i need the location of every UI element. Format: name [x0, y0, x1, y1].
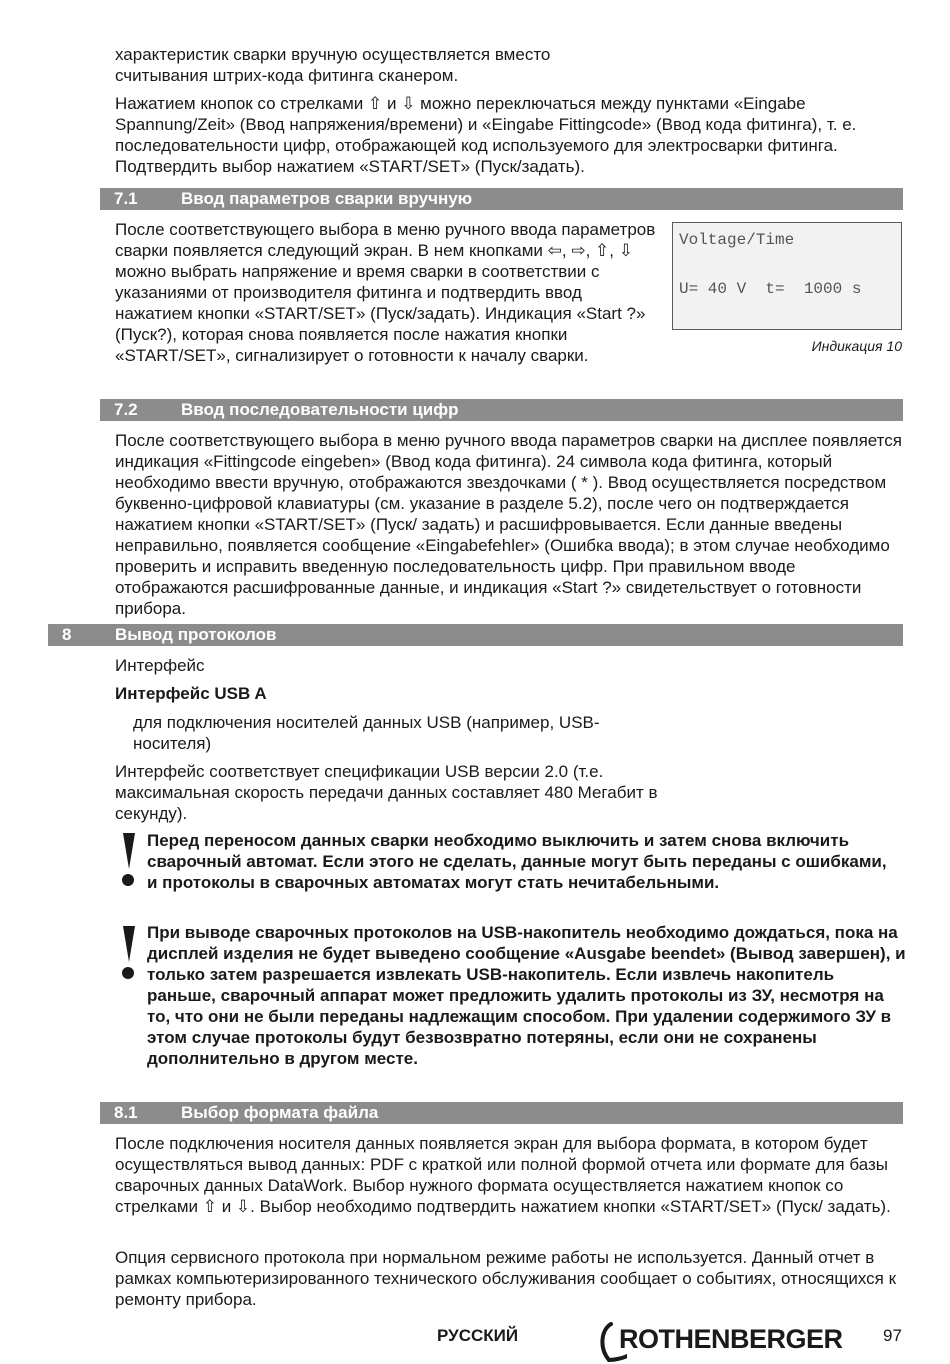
- intro-paragraph-1: характеристик сварки вручную осуществляется вместо считывания штрих-кода фитинга сканером.: [115, 45, 551, 85]
- welder-display-screen: [672, 222, 902, 330]
- display-caption: Индикация 10: [811, 338, 902, 354]
- footer-language: РУССКИЙ: [437, 1326, 519, 1345]
- section-7-2-title: Ввод последовательности цифр: [181, 400, 459, 419]
- intro-paragraph-2: Нажатием кнопок со стрелками ⇧ и ⇩ можно переключаться между пунктами «Eingabe Spannung/Zeit» (Ввод напряжения/времени) и «Eingabe Fittingcode» (Ввод кода фитинга), т. е. последовательности цифр, отображающей код используемого для электросварки фитинга. Подтвердить выбор нажатием «START/SET» (Пуск/задать).: [115, 94, 857, 176]
- section-8-number: 8: [62, 625, 72, 644]
- section-7-1-body: После соответствующего выбора в меню ручного ввода параметров сварки появляется следующий экран. В нем кнопками ⇦, ⇨, ⇧, ⇩ можно выбрать напряжение и время сварки в соответствии с указаниями от производителя фитинга и подтвердить ввод нажатием кнопки «START/SET» (Пуск/задать). Индикация «Start ?» (Пуск?), которая снова появляется после нажатия кнопки «START/SET», сигнализирует о готовности к началу сварки.: [115, 220, 656, 365]
- section-7-1-title: Ввод параметров сварки вручную: [181, 189, 473, 208]
- section-8-1-header: [100, 1102, 903, 1124]
- section-8-1-body-1: После подключения носителя данных появляется экран для выбора формата, в котором будет осуществляться вывод данных: PDF с краткой или полной формой отчета или формате для базы сварочных данных DataWork. Выбор нужного формата осуществляется нажатием кнопок со стрелками ⇧ и ⇩. Выбор необходимо подтвердить нажатием кнопки «START/SET» (Пуск/ задать).: [115, 1134, 891, 1216]
- section-7-1-number: 7.1: [114, 189, 138, 208]
- section-8-title: Вывод протоколов: [115, 625, 277, 644]
- warning-2: При выводе сварочных протоколов на USB-накопитель необходимо дождаться, пока на дисплей изделия не будет выведено сообщение «Ausgabe beendet» (Вывод завершен), и только затем разрешается извлекать USB-накопитель. Если извлечь накопитель раньше, сварочный аппарат может предложить удалить протоколы из ЗУ, несмотря на то, что они не были переданы надлежащим способом. При удалении содержимого ЗУ в этом случае протоколы будут безвозвратно потеряны, если они не сохранены дополнительно в другом месте.: [147, 923, 906, 1068]
- usb-spec: Интерфейс соответствует спецификации USB версии 2.0 (т.е. максимальная скорость передачи данных составляет 480 Мегабит в секунду).: [115, 762, 658, 823]
- page-number: 97: [883, 1326, 902, 1345]
- warning-1: Перед переносом данных сварки необходимо выключить и затем снова включить сварочный автомат. Если этого не сделать, данные могут быть переданы с ошибками, и протоколы в сварочных автоматах могут стать нечитабельными.: [147, 831, 887, 892]
- section-7-2-body: После соответствующего выбора в меню ручного ввода параметров сварки на дисплее появляется индикация «Fittingcode eingeben» (Ввод кода фитинга). 24 символа кода фитинга, который необходимо ввести вручную, отображаются звездочками ( * ). Ввод осуществляется посредством буквенно-цифровой клавиатуры (см. указание в разделе 5.2), после чего он подтверждается нажатием кнопки «START/SET» (Пуск/ задать) и расшифровывается. Если данные введены неправильно, появляется сообщение «Eingabefehler» (Ошибка ввода); в этом случае необходимо проверить и исправить введенную последовательность цифр. При правильном вводе отображаются расшифрованные данные, и индикация «Start ?» свидетельствует о готовности прибора.: [115, 431, 902, 618]
- usb-description: для подключения носителей данных USB (например, USB-носителя): [133, 713, 600, 753]
- section-7-2-number: 7.2: [114, 400, 138, 419]
- usb-heading: Интерфейс USB A: [115, 684, 267, 703]
- display-line-1: Voltage/Time: [679, 231, 795, 249]
- display-line-2: U= 40 V t= 1000 s: [679, 280, 862, 298]
- section-8-1-title: Выбор формата файла: [181, 1103, 379, 1122]
- section-8-1-number: 8.1: [114, 1103, 138, 1122]
- section-8-1-body-2: Опция сервисного протокола при нормальном режиме работы не используется. Данный отчет в рамках компьютеризированного технического обслуживания сообщает о событиях, относящихся к ремонту прибора.: [115, 1248, 897, 1309]
- logo-brand-text: ROTHENBERGER: [619, 1324, 843, 1354]
- section-8-header: [48, 624, 903, 646]
- interface-label: Интерфейс: [115, 656, 205, 675]
- section-7-1-header: [100, 188, 903, 210]
- section-7-2-header: [100, 399, 903, 421]
- rothenberger-logo: [597, 1322, 852, 1362]
